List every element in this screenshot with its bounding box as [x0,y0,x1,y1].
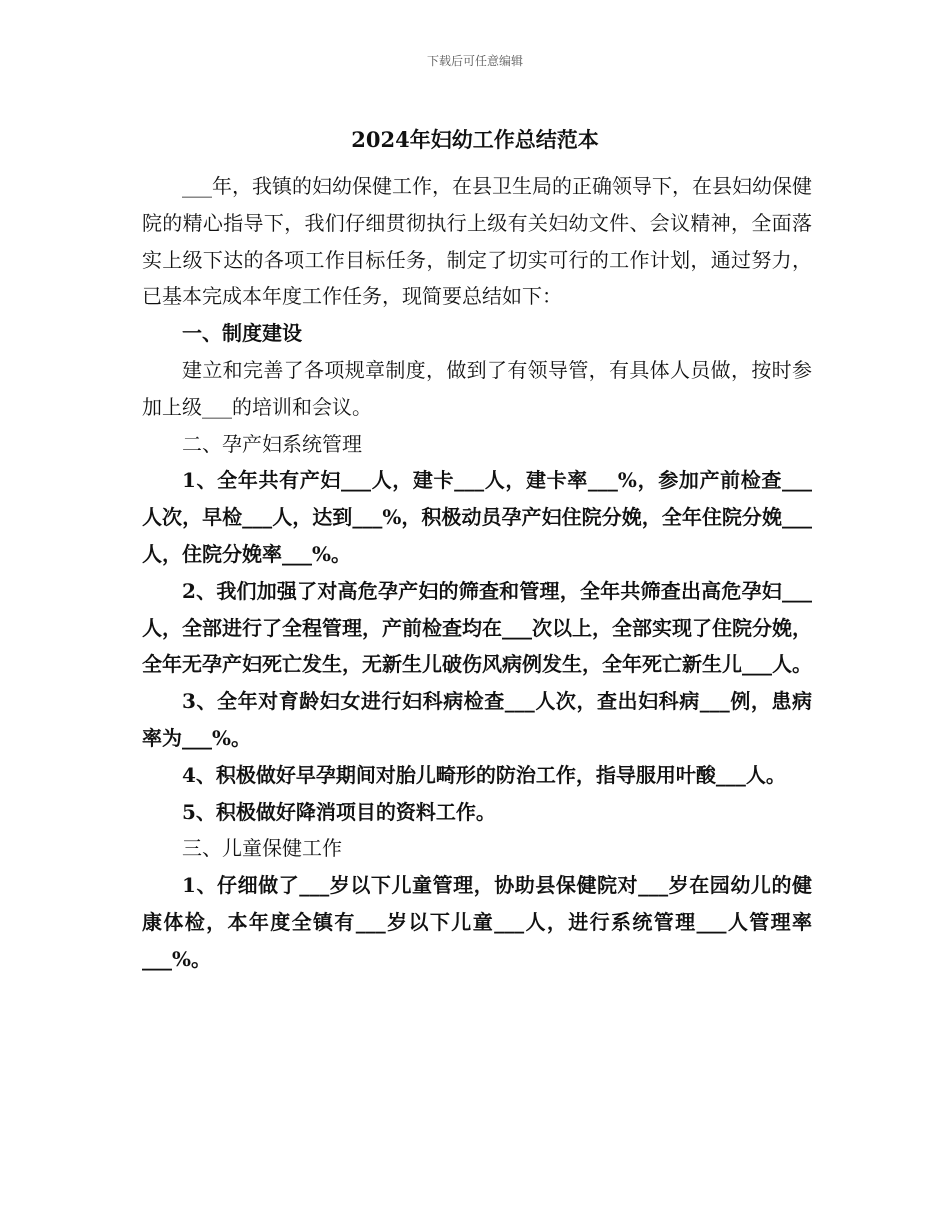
section2-item-5: 5、积极做好降消项目的资料工作。 [182,799,496,824]
section3-item-1: 1、仔细做了___岁以下儿童管理，协助县保健院对___岁在园幼儿的健康体检，本年度全镇有___岁以下儿童___人，进行系统管理___人管理率___%。 [142,873,812,971]
section2-heading: 二、孕产妇系统管理 [182,431,362,456]
intro-paragraph: ___年，我镇的妇幼保健工作，在县卫生局的正确领导下，在县妇幼保健院的精心指导下，我们仔细贯彻执行上级有关妇幼文件、会议精神，全面落实上级下达的各项工作目标任务，制定了切实可行的工作计划，通过努力，已基本完成本年度工作任务，现简要总结如下： [142,174,812,309]
section2-item-4: 4、积极做好早孕期间对胎儿畸形的防治工作，指导服用叶酸___人。 [182,762,786,787]
section2-item-1: 1、全年共有产妇___人，建卡___人，建卡率___%，参加产前检查___人次，早检___人，达到___%，积极动员孕产妇住院分娩，全年住院分娩___人，住院分娩率___%。 [142,468,812,566]
section1-heading: 一、制度建设 [182,321,302,346]
section3-heading: 三、儿童保健工作 [182,836,342,861]
page-header: 下载后可任意编辑 [426,54,523,68]
document-body [142,168,812,978]
document-title: 2024年妇幼工作总结范本 [351,127,599,152]
section2-item-2: 2、我们加强了对高危孕产妇的筛查和管理，全年共筛查出高危孕妇___人，全部进行了全程管理，产前检查均在___次以上，全部实现了住院分娩，全年无孕产妇死亡发生，无新生儿破伤风病例发生，全年死亡新生儿___人。 [142,578,812,677]
section1-paragraph: 建立和完善了各项规章制度，做到了有领导管，有具体人员做，按时参加上级___的培训和会议。 [142,357,812,419]
section2-item-3: 3、全年对育龄妇女进行妇科病检查___人次，查出妇科病___例，患病率为___%。 [142,689,812,750]
